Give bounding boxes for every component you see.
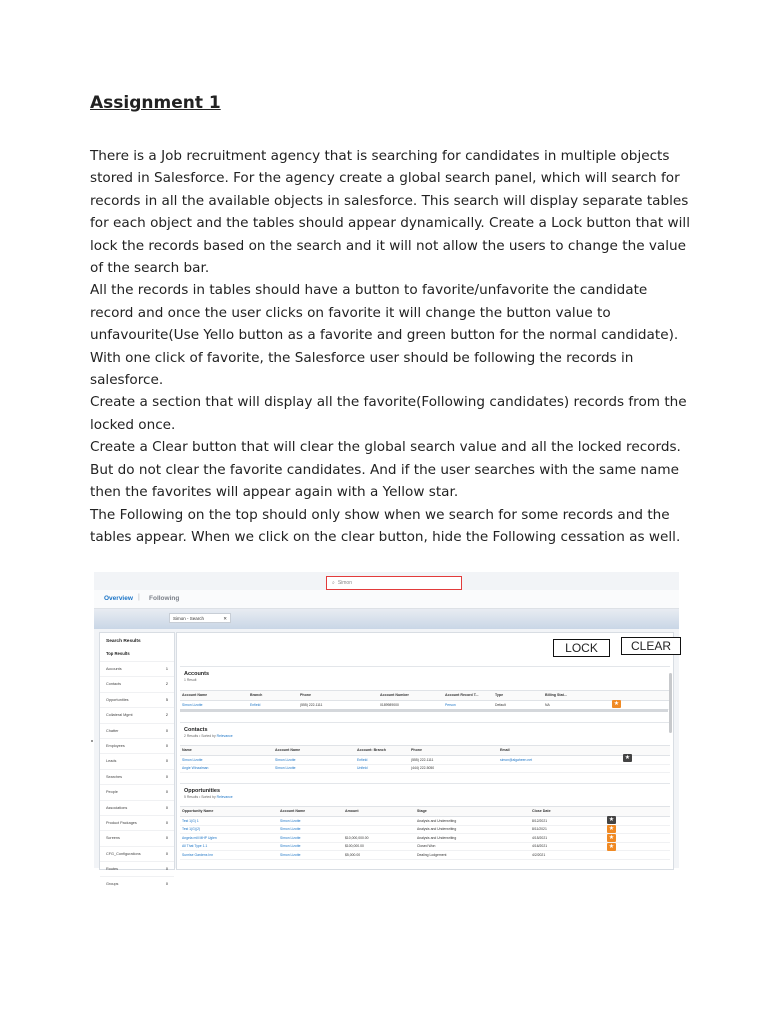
search-value: Simon: [337, 580, 352, 586]
assignment-text: [90, 145, 690, 548]
cell: Analysis and Underwriting: [417, 827, 457, 831]
col-header[interactable]: Account Name: [280, 809, 306, 813]
tab-following[interactable]: Following: [149, 595, 180, 602]
cell: Analysis and Underwriting: [417, 835, 457, 840]
col-header[interactable]: Account: Branch: [357, 748, 386, 752]
table-row: [180, 817, 670, 826]
cell[interactable]: Simon Lizotte: [280, 852, 301, 857]
sidebar-item-label: Routes: [106, 867, 119, 872]
cell: Default: [495, 702, 506, 707]
col-header[interactable]: Name: [182, 748, 192, 752]
cell: 0189989000: [380, 702, 399, 707]
sidebar-item-count: 5: [165, 697, 168, 702]
favorite-star-button[interactable]: ★: [608, 826, 615, 832]
cell: Closed Won: [417, 844, 436, 848]
cell: 8/12/2021: [532, 818, 548, 823]
sidebar-item-label: Collateral Mgmt: [106, 713, 133, 718]
clear-button[interactable]: CLEAR: [621, 637, 681, 655]
sidebar-item-label: Screens: [106, 836, 120, 841]
col-header[interactable]: Email: [500, 748, 510, 752]
assignment-title: Assignment 1: [90, 93, 221, 113]
col-header[interactable]: Account Name: [182, 693, 208, 697]
cell[interactable]: All That Type 1.1: [182, 844, 208, 848]
sidebar-item[interactable]: [100, 861, 174, 876]
sidebar-item-count: 0: [165, 728, 168, 733]
table-row: [180, 756, 670, 765]
cell: $5,000.00: [345, 852, 361, 857]
sidebar-item-count: 0: [165, 774, 168, 779]
accounts-count: 1 Result: [184, 678, 197, 682]
col-header[interactable]: Stage: [417, 809, 427, 813]
sidebar-item-label: Accounts: [106, 667, 122, 671]
salesforce-screenshot: [94, 572, 679, 887]
sidebar-item-label: Searches: [106, 774, 123, 779]
sidebar-item-count: 0: [165, 836, 168, 841]
table-row: [180, 826, 670, 835]
sidebar-item-count: 0: [165, 805, 168, 810]
sidebar-item-label: Leads: [106, 759, 117, 764]
contacts-card: [180, 722, 670, 775]
sidebar-item[interactable]: [100, 676, 174, 691]
subtab-search[interactable]: [169, 613, 231, 623]
cell: Enfield: [250, 702, 261, 707]
favorite-star-button[interactable]: ★: [608, 817, 615, 823]
favorite-star-button[interactable]: ★: [608, 844, 615, 850]
sidebar-item-count: 0: [165, 867, 168, 872]
tab-overview[interactable]: Overview: [104, 595, 133, 602]
cell: Enfield: [357, 757, 368, 762]
contacts-table: [180, 745, 670, 773]
cell: Person: [445, 702, 456, 707]
vertical-scrollbar[interactable]: [669, 673, 672, 733]
contacts-title: Contacts: [184, 727, 208, 733]
cell: 4/2/2021: [532, 852, 546, 857]
sidebar-item-label: Groups: [106, 882, 119, 887]
sidebar-item-label: Associations: [106, 805, 128, 810]
col-header[interactable]: Type: [495, 693, 504, 697]
lock-button[interactable]: LOCK: [553, 639, 610, 657]
cell[interactable]: Test 1(G) 1: [182, 818, 199, 823]
opportunities-card: [180, 783, 670, 870]
cell: Analysis and Underwriting: [417, 818, 457, 823]
favorite-star-button[interactable]: ★: [608, 835, 615, 841]
sidebar-item-label: People: [106, 790, 118, 795]
cell[interactable]: Simon Lizotte: [275, 766, 296, 770]
cell: (444) 222-5050: [411, 766, 435, 770]
sidebar-item-count: 1: [165, 667, 168, 671]
cell[interactable]: Simon Lizotte: [280, 818, 301, 823]
sidebar-item-label: Contacts: [106, 682, 121, 687]
sidebar-item-count: 0: [165, 790, 168, 795]
cell[interactable]: Simon Lizotte: [280, 835, 301, 840]
opportunities-sub: 5 Results • Sorted by: [184, 795, 216, 799]
accounts-title: Accounts: [184, 671, 210, 677]
search-icon: ⌕: [332, 580, 335, 586]
sidebar-item[interactable]: [100, 738, 174, 753]
cell[interactable]: Sunrise Gardens Inn: [182, 852, 214, 857]
col-header[interactable]: Branch: [250, 693, 263, 697]
accounts-header-row: [180, 690, 670, 701]
sidebar-item[interactable]: [100, 753, 174, 768]
sidebar-top-results[interactable]: Top Results: [106, 651, 130, 656]
cell: 4/16/2021: [532, 844, 548, 848]
cell: NA: [545, 702, 550, 707]
col-header[interactable]: Account Number: [380, 693, 409, 697]
cell: Unfield: [357, 766, 368, 770]
sort-relevance[interactable]: Relevance: [216, 795, 233, 799]
paragraph-2: All the records in tables should have a button to favorite/unfavorite the candidate record and once the user clicks on favorite it will change the button value to unfavourite(Use Yello button as a favorite and green button for the normal candidate). With one click of favorite, the Salesforce user should be following the records in salesforce.: [90, 282, 679, 389]
cell[interactable]: Simon Lizotte: [275, 757, 296, 762]
cell: (555) 222-1111: [411, 757, 434, 762]
accounts-card: [180, 666, 670, 715]
subtab-label: Simon - Search: [173, 616, 205, 621]
accounts-table: [180, 690, 670, 710]
cell: $100,000.00: [345, 844, 364, 848]
horizontal-scrollbar[interactable]: [180, 709, 668, 712]
cell[interactable]: Simon Lizotte: [182, 702, 203, 707]
cell[interactable]: Simon Lizotte: [280, 827, 301, 831]
col-header[interactable]: Phone: [300, 693, 311, 697]
sidebar-item-label: Chatter: [106, 728, 119, 733]
sort-relevance[interactable]: Relevance: [216, 734, 233, 738]
cell[interactable]: Test 1(G)(2): [182, 827, 201, 831]
sidebar-item[interactable]: [100, 846, 174, 861]
cell: Dealing Lodgement: [417, 852, 447, 857]
results-panel: [176, 632, 674, 870]
paragraph-4: Create a Clear button that will clear the global search value and all the locked records. But do not clear the favorite candidates. And if the user searches with the same name then the favorites will appear again with a Yellow star.: [90, 439, 681, 501]
col-header[interactable]: Opportunity Name: [182, 809, 214, 813]
col-header[interactable]: Account Name: [275, 748, 301, 752]
sidebar-item-label: CFG_Configurations: [106, 851, 141, 856]
table-row: [180, 843, 670, 852]
table-row: [180, 765, 670, 774]
col-header[interactable]: Phone: [411, 748, 422, 752]
sidebar-item-count: 2: [165, 713, 168, 718]
margin-mark: [91, 740, 93, 742]
cell[interactable]: simon@algaheen.net: [500, 757, 533, 762]
cell: $10,000,000.00: [345, 835, 369, 840]
favorite-star-button[interactable]: ★: [624, 755, 631, 761]
sidebar-item[interactable]: [100, 784, 174, 799]
sidebar-item[interactable]: [100, 723, 174, 738]
cell[interactable]: Simon Lizotte: [182, 757, 203, 762]
sidebar-item-label: Opportunities: [106, 697, 129, 702]
contacts-count: [184, 734, 670, 738]
sidebar-item-count: 0: [165, 882, 168, 887]
sidebar-item-count: 0: [165, 743, 168, 748]
paragraph-3: Create a section that will display all the favorite(Following candidates) records from the locked once.: [90, 394, 687, 433]
search-results-sidebar: [99, 632, 175, 887]
col-header[interactable]: Close Date: [532, 809, 551, 813]
sidebar-item[interactable]: [100, 830, 174, 845]
global-search-input[interactable]: [326, 576, 462, 590]
cell: 8/11/2021: [532, 827, 547, 831]
sidebar-item-label: Product Packages: [106, 820, 137, 825]
col-header[interactable]: Account Record T...: [445, 693, 479, 697]
top-nav: [94, 590, 679, 609]
cell[interactable]: Simon Lizotte: [280, 844, 301, 848]
sidebar-item[interactable]: [100, 692, 174, 707]
sidebar-item-count: 0: [165, 759, 168, 764]
close-icon[interactable]: ✕: [223, 616, 227, 621]
col-header[interactable]: Billing Stat...: [545, 693, 567, 697]
sidebar-heading: Search Results: [106, 639, 141, 644]
sidebar-item[interactable]: [100, 661, 174, 676]
cell: (555) 222-1111: [300, 702, 323, 707]
cell[interactable]: Angie Winzalman: [182, 766, 209, 770]
table-row: [180, 851, 670, 860]
nav-separator: |: [138, 594, 140, 601]
opportunities-header-row: [180, 806, 670, 817]
contacts-sub: 2 Results • Sorted by: [184, 734, 216, 738]
sidebar-item-label: Employees: [106, 743, 125, 748]
sidebar-item[interactable]: [100, 769, 174, 784]
paragraph-1: There is a Job recruitment agency that is searching for candidates in multiple objects stored in Salesforce. For the agency create a global search panel, which will search for records in all the available objects in salesforce. This search will display separate tables for each object and the tables should appear dynamically. Create a Lock button that will lock the records based on the search and it will not allow the users to change the value of the search bar.: [90, 148, 690, 277]
sidebar-item-count: 0: [165, 820, 168, 825]
sidebar-item-count: 0: [165, 851, 168, 856]
favorite-star-button[interactable]: ★: [613, 701, 620, 707]
opportunities-table: [180, 806, 670, 860]
cell: 4/15/2021: [532, 835, 548, 840]
table-row: [180, 834, 670, 843]
sidebar-item[interactable]: [100, 800, 174, 815]
col-header[interactable]: Amount: [345, 809, 359, 813]
cell[interactable]: Angela mill MHP Uglen: [182, 835, 217, 840]
sidebar-item[interactable]: [100, 707, 174, 722]
paragraph-5: The Following on the top should only show when we search for some records and the tables appear. When we click on the clear button, hide the Following cessation as well.: [90, 506, 681, 545]
contacts-header-row: [180, 745, 670, 756]
sidebar-item-count: 2: [165, 682, 168, 687]
opportunities-count: [184, 795, 670, 799]
sidebar-item[interactable]: [100, 876, 174, 891]
opportunities-title: Opportunities: [184, 788, 221, 794]
sidebar-item[interactable]: [100, 815, 174, 830]
